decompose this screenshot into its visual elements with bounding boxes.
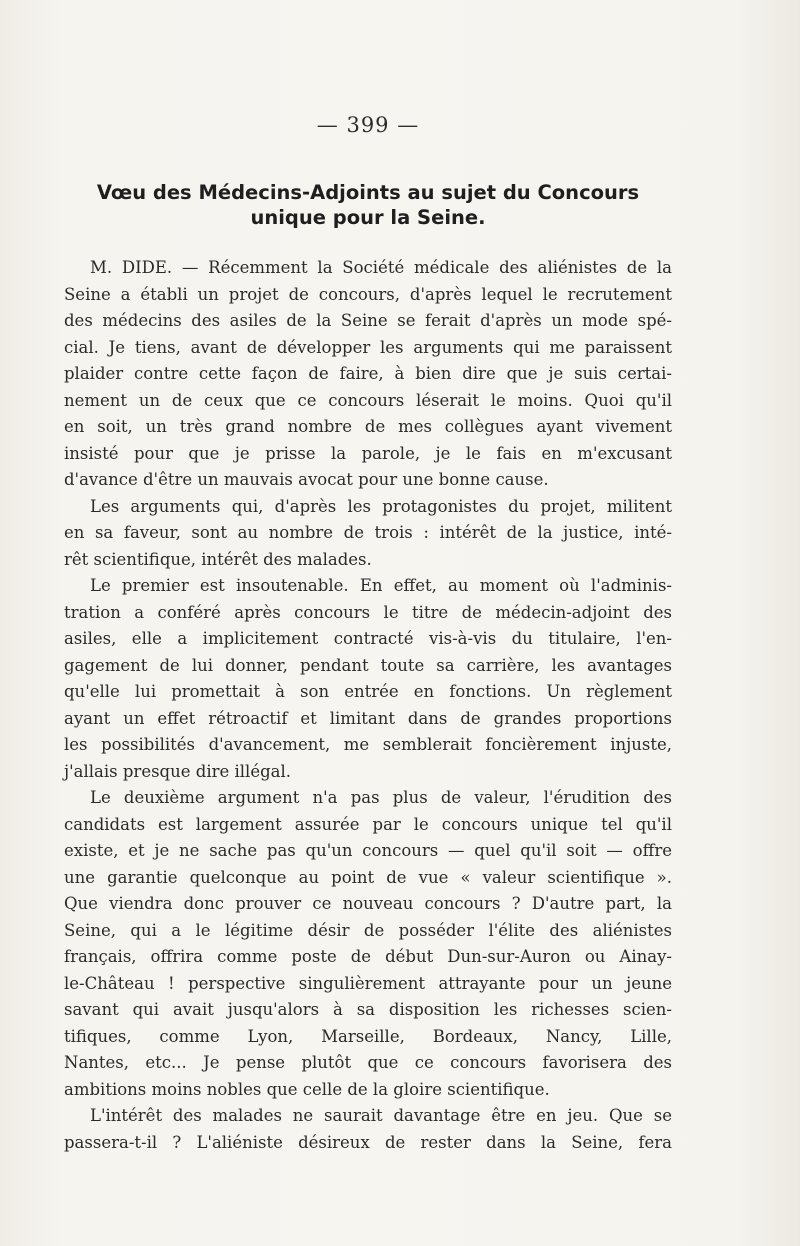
text-line: nement un de ceux que ce concours léserait le moins. Quoi qu'il	[64, 390, 672, 410]
text-line: Le deuxième argument n'a pas plus de valeur, l'érudition des	[90, 788, 672, 807]
text-line: insisté pour que je prisse la parole, je le fais en m'excusant	[64, 443, 672, 463]
text-line: d'avance d'être un mauvais avocat pour une bonne cause.	[64, 470, 549, 489]
text-line: passera-t-il ? L'aliéniste désireux de rester dans la Seine, fera	[64, 1132, 672, 1152]
text-line: candidats est largement assurée par le concours unique tel qu'il	[64, 814, 672, 834]
text-line: Que viendra donc prouver ce nouveau concours ? D'autre part, la	[64, 894, 672, 913]
text-line: tration a conféré après concours le titre de médecin-adjoint des	[64, 602, 672, 622]
text-line: qu'elle lui promettait à son entrée en fonctions. Un règlement	[64, 682, 672, 701]
text-line: cial. Je tiens, avant de développer les arguments qui me paraissent	[64, 337, 672, 357]
section-title	[66, 180, 670, 230]
text-line: Les arguments qui, d'après les protagonistes du projet, militent	[90, 496, 672, 516]
text-line: Seine, qui a le légitime désir de posséder l'élite des aliénistes	[64, 920, 672, 940]
text-line: ayant un effet rétroactif et limitant dans de grandes proportions	[64, 708, 672, 728]
text-line: en sa faveur, sont au nombre de trois : intérêt de la justice, inté-	[64, 523, 672, 542]
text-line: L'intérêt des malades ne saurait davantage être en jeu. Que se	[90, 1106, 672, 1125]
text-line: plaider contre cette façon de faire, à bien dire que je suis certai-	[64, 364, 672, 383]
body-text	[64, 255, 672, 1156]
text-line: j'allais presque dire illégal.	[64, 761, 292, 781]
text-line: M. DIDE. — Récemment la Société médicale des aliénistes de la	[90, 258, 672, 277]
text-line: en soit, un très grand nombre de mes collègues ayant vivement	[64, 417, 672, 436]
text-line: gagement de lui donner, pendant toute sa carrière, les avantages	[64, 655, 672, 675]
text-line: les possibilités d'avancement, me semblerait foncièrement injuste,	[64, 735, 672, 754]
title-line: unique pour la Seine.	[250, 206, 486, 229]
text-line: le-Château ! perspective singulièrement attrayante pour un jeune	[64, 973, 672, 993]
text-line: Le premier est insoutenable. En effet, au moment où l'adminis-	[90, 576, 672, 595]
page-number: — 399 —	[316, 113, 420, 137]
text-line: savant qui avait jusqu'alors à sa disposition les richesses scien-	[64, 1000, 672, 1019]
text-line: des médecins des asiles de la Seine se ferait d'après un mode spé-	[64, 311, 672, 330]
text-line: Nantes, etc... Je pense plutôt que ce concours favorisera des	[64, 1053, 672, 1072]
text-line: français, offrira comme poste de début Dun-sur-Auron ou Ainay-	[64, 947, 672, 966]
title-line: Vœu des Médecins-Adjoints au sujet du Concours	[96, 181, 640, 204]
text-line: ambitions moins nobles que celle de la gloire scientifique.	[64, 1079, 550, 1099]
text-line: une garantie quelconque au point de vue « valeur scientifique ».	[64, 867, 672, 887]
text-line: tifiques, comme Lyon, Marseille, Bordeaux, Nancy, Lille,	[64, 1026, 672, 1046]
text-line: existe, et je ne sache pas qu'un concours — quel qu'il soit — offre	[64, 841, 672, 860]
text-line: Seine a établi un projet de concours, d'après lequel le recrutement	[64, 284, 672, 304]
text-line: asiles, elle a implicitement contracté vis-à-vis du titulaire, l'en-	[64, 629, 672, 648]
text-line: rêt scientifique, intérêt des malades.	[64, 549, 372, 569]
